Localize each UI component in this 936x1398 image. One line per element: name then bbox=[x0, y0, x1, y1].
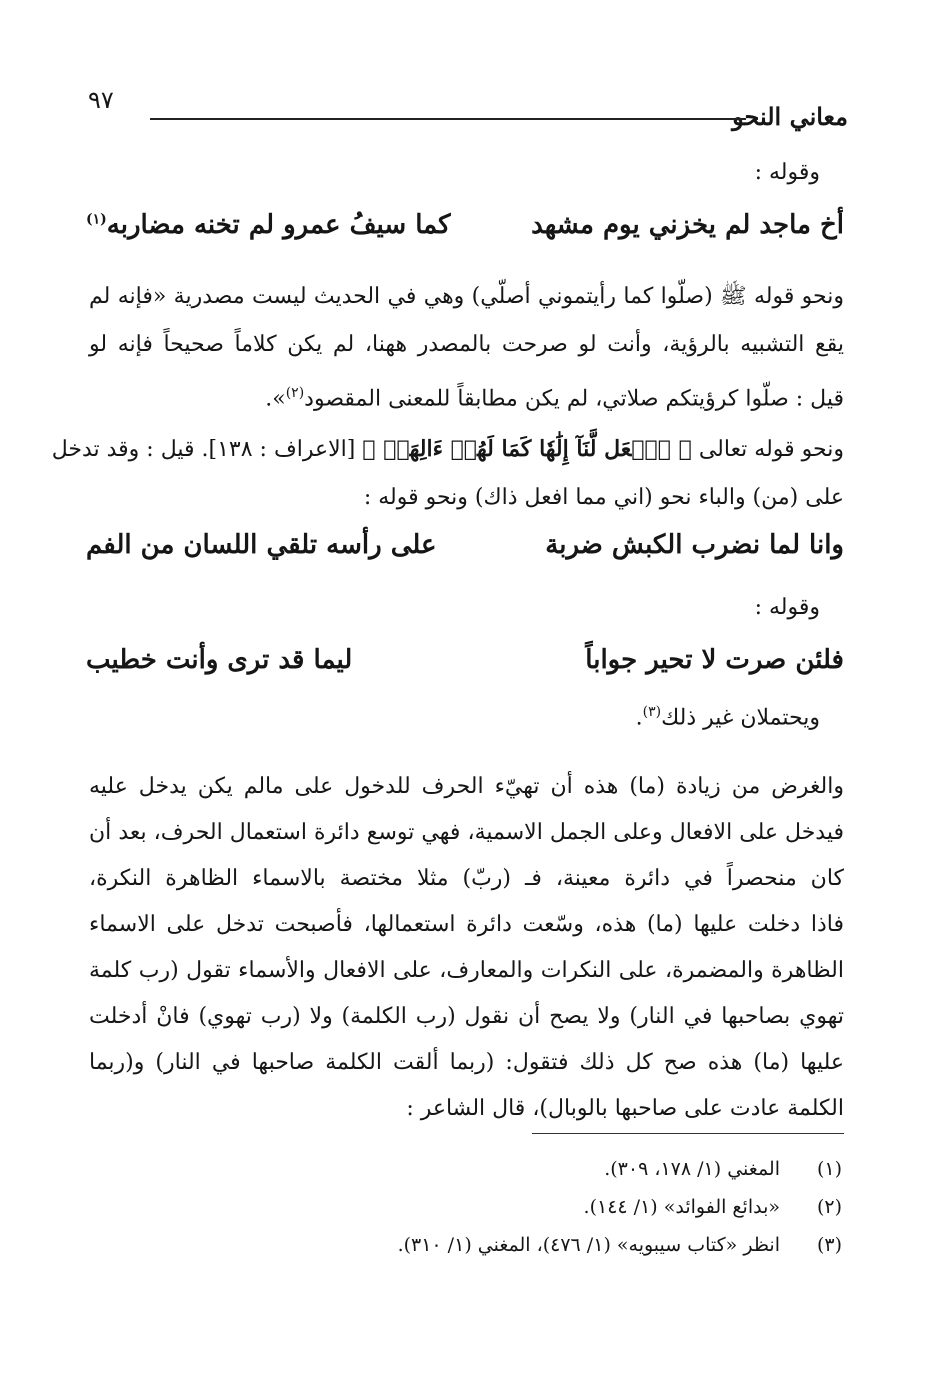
intro-label-1: وقوله : bbox=[754, 160, 820, 185]
paragraph-4-line-last: الكلمة عادت على صاحبها بالوبال)، قال الشاعر : bbox=[406, 1096, 844, 1121]
paragraph-2-line-1 bbox=[51, 425, 844, 474]
quran-verse: ﴿ ٱجۡعَل لَّنَآ إِلَٰهٗا كَمَا لَهُمۡ ءَالِهَةٞ ﴾ bbox=[362, 436, 692, 462]
paragraph-4-line: فيدخل على الافعال وعلى الجمل الاسمية، فهي توسع دائرة استعمال الحرف، بعد أن bbox=[89, 820, 844, 845]
header-rule bbox=[150, 118, 746, 120]
footnote-ref-2: (٢) bbox=[285, 385, 305, 401]
footnote-number: (٢) bbox=[816, 1196, 842, 1218]
paragraph-2-line-2: على (من) والباء نحو (اني مما افعل ذاك) ونحو قوله : bbox=[363, 485, 844, 510]
paragraph-1-line-text: قيل : صلّوا كرؤيتكم صلاتي، لم يكن مطابقاً للمعنى المقصود bbox=[304, 386, 844, 412]
footnote-3 bbox=[398, 1234, 842, 1256]
footnote-text: المغني (١/ ١٧٨، ٣٠٩). bbox=[604, 1158, 780, 1180]
verse-1 bbox=[86, 210, 844, 254]
intro-label-2: وقوله : bbox=[754, 595, 820, 620]
footnote-text: انظر «كتاب سيبويه» (١/ ٤٧٦)، المغني (١/ ٣١٠). bbox=[397, 1234, 780, 1256]
paragraph-4-line: تهوي بصاحبها في النار) ولا يصح أن نقول (رب الكلمة) ولا (رب تهوي) فانْ أدخلت bbox=[89, 1004, 844, 1029]
quran-reference: [الاعراف : ١٣٨]. قيل : وقد تدخل bbox=[51, 437, 356, 462]
paragraph-4-line: فاذا دخلت عليها (ما) هذه، وسّعت دائرة استعمالها، فأصبحت تدخل على الاسماء bbox=[89, 912, 844, 937]
running-header-title: معاني النحو bbox=[732, 102, 848, 131]
paragraph-4-line: والغرض من زيادة (ما) هذه أن تهيّء الحرف للدخول على مالم يكن يدخل عليه bbox=[89, 774, 844, 799]
verse-2-second-hemistich: على رأسه تلقي اللسان من الفم bbox=[86, 530, 437, 560]
footnote-ref-3: (٣) bbox=[642, 704, 662, 720]
verse-3 bbox=[86, 645, 844, 689]
footnote-number: (١) bbox=[816, 1158, 842, 1180]
paragraph-1-line-last bbox=[89, 369, 844, 423]
paragraph-1 bbox=[89, 273, 844, 423]
footnote-number: (٣) bbox=[816, 1234, 842, 1256]
verse-3-first-hemistich: فلئن صرت لا تحير جواباً bbox=[585, 645, 844, 675]
paragraph-3-text: ويحتملان غير ذلك bbox=[661, 705, 820, 731]
paragraph-2 bbox=[51, 425, 844, 522]
verse-1-second-hemistich bbox=[86, 210, 451, 240]
verse-3-second-hemistich: ليما قد ترى وأنت خطيب bbox=[86, 645, 353, 675]
verse-1-first-hemistich: أخ ماجد لم يخزني يوم مشهد bbox=[531, 210, 844, 240]
verse-1-second-text: كما سيفُ عمرو لم تخنه مضاربه bbox=[106, 210, 451, 240]
footnote-2 bbox=[584, 1196, 842, 1218]
footnote-ref-1: (١) bbox=[86, 211, 107, 228]
paragraph-4-line: الظاهرة والمضمرة، على النكرات والمعارف، على الافعال والأسماء تقول (رب كلمة bbox=[89, 958, 844, 983]
paragraph-4-line: عليها (ما) هذه صح كل ذلك فتقول: (ربما ألقت الكلمة صاحبها في النار) و(ربما bbox=[89, 1050, 844, 1075]
footnote-1 bbox=[604, 1158, 842, 1180]
paragraph-4 bbox=[89, 764, 844, 1132]
paragraph-1-line: ونحو قوله ﷺ (صلّوا كما رأيتموني أصلّي) وهي في الحديث ليست مصدرية «فإنه لم bbox=[89, 284, 844, 309]
paragraph-2-lead: ونحو قوله تعالى bbox=[698, 437, 844, 462]
paragraph-3-tail: . bbox=[635, 705, 643, 731]
paragraph-3 bbox=[636, 704, 820, 730]
verse-2-first-hemistich: وانا لما نضرب الكبش ضربة bbox=[545, 530, 844, 560]
verse-2 bbox=[86, 530, 844, 574]
paragraph-1-line: يقع التشبيه بالرؤية، وأنت لو صرحت بالمصدر ههنا، لم يكن كلاماً صحيحاً فإنه لو bbox=[89, 332, 844, 357]
footnote-rule bbox=[532, 1133, 844, 1134]
page-number: ٩٧ bbox=[88, 86, 114, 114]
paragraph-1-tail: ». bbox=[265, 386, 286, 412]
paragraph-4-line: كان منحصراً في دائرة معينة، فـ (ربّ) مثلا مختصة بالاسماء الظاهرة النكرة، bbox=[89, 866, 844, 891]
footnote-text: «بدائع الفوائد» (١/ ١٤٤). bbox=[583, 1196, 780, 1218]
